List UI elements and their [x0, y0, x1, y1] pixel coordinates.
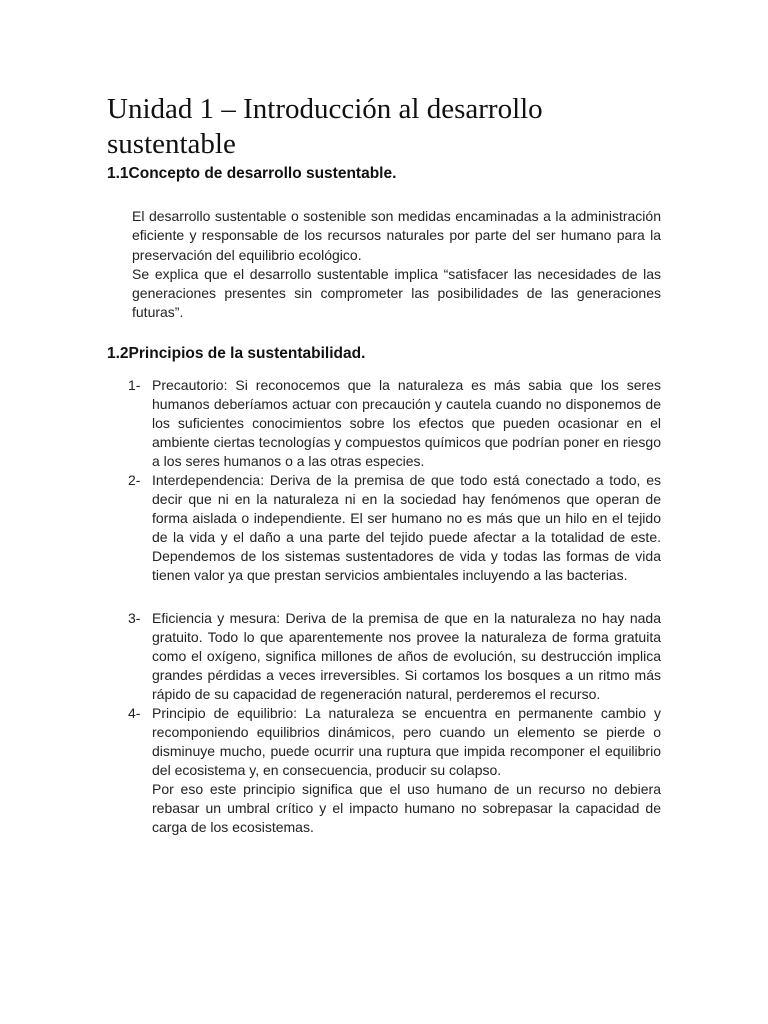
list-item-number: 3- — [128, 610, 141, 626]
concept-paragraph: El desarrollo sustentable o sostenible son medidas encaminadas a la administración eficiente y responsable de los recursos naturales por parte del ser humano para la preservación del equilibrio ecológico. — [132, 208, 661, 263]
list-item — [128, 471, 661, 585]
list-item-text: Eficiencia y mesura: Deriva de la premisa de que en la naturaleza no hay nada gratuito. Todo lo que aparentemente nos provee la naturaleza de forma gratuita como el oxígeno, significa millones de años de evolución, su destrucción implica grandes pérdidas a veces irreversibles. Si cortamos los bosques a un ritmo más rápido de su capacidad de regeneración natural, perderemos el recurso. — [152, 610, 661, 702]
list-item-text: Interdependencia: Deriva de la premisa de que todo está conectado a todo, es decir que ni en la naturaleza ni en la sociedad hay fenómenos que operan de forma aislada o independiente. El ser humano no es más que un hilo en el tejido de la vida y el daño a una parte del tejido puede afectar a la totalidad de este. Dependemos de los sistemas sustentadores de vida y todas las formas de vida tienen valor ya que prestan servicios ambientales incluyendo a las bacterias. — [152, 472, 661, 583]
list-item-text: Principio de equilibrio: La naturaleza se encuentra en permanente cambio y recomponiendo equilibrios dinámicos, pero cuando un elemento se pierde o disminuye mucho, puede ocurrir una ruptura que impida recomponer el equilibrio del ecosistema y, en consecuencia, producir su colapso. — [152, 705, 661, 778]
principles-list — [128, 376, 661, 585]
concept-paragraph: Se explica que el desarrollo sustentable implica “satisfacer las necesidades de las generaciones presentes sin comprometer las posibilidades de las generaciones futuras”. — [132, 265, 661, 321]
principles-list-continued — [128, 609, 661, 837]
list-item-number: 4- — [128, 705, 141, 721]
list-item — [128, 704, 661, 837]
list-item-continuation: Por eso este principio significa que el uso humano de un recurso no debiera rebasar un umbral crítico y el impacto humano no sobrepasar la capacidad de carga de los ecosistemas. — [152, 781, 661, 835]
section-heading-concept: 1.1Concepto de desarrollo sustentable. — [107, 165, 397, 182]
list-item — [128, 609, 661, 704]
list-item-number: 2- — [128, 472, 141, 488]
list-item-text: Precautorio: Si reconocemos que la naturaleza es más sabia que los seres humanos deberíamos actuar con precaución y cautela cuando no disponemos de los suficientes conocimientos sobre los efectos que pueden ocasionar en el ambiente ciertas tecnologías y compuestos químicos que podrían poner en riesgo a los seres humanos o a las otras especies. — [152, 377, 661, 469]
list-item — [128, 376, 661, 471]
document-title: Unidad 1 – Introducción al desarrollo sustentable — [107, 93, 543, 160]
list-item-number: 1- — [128, 377, 141, 393]
section-heading-principles: 1.2Principios de la sustentabilidad. — [107, 345, 366, 362]
concept-paragraphs — [132, 207, 661, 323]
